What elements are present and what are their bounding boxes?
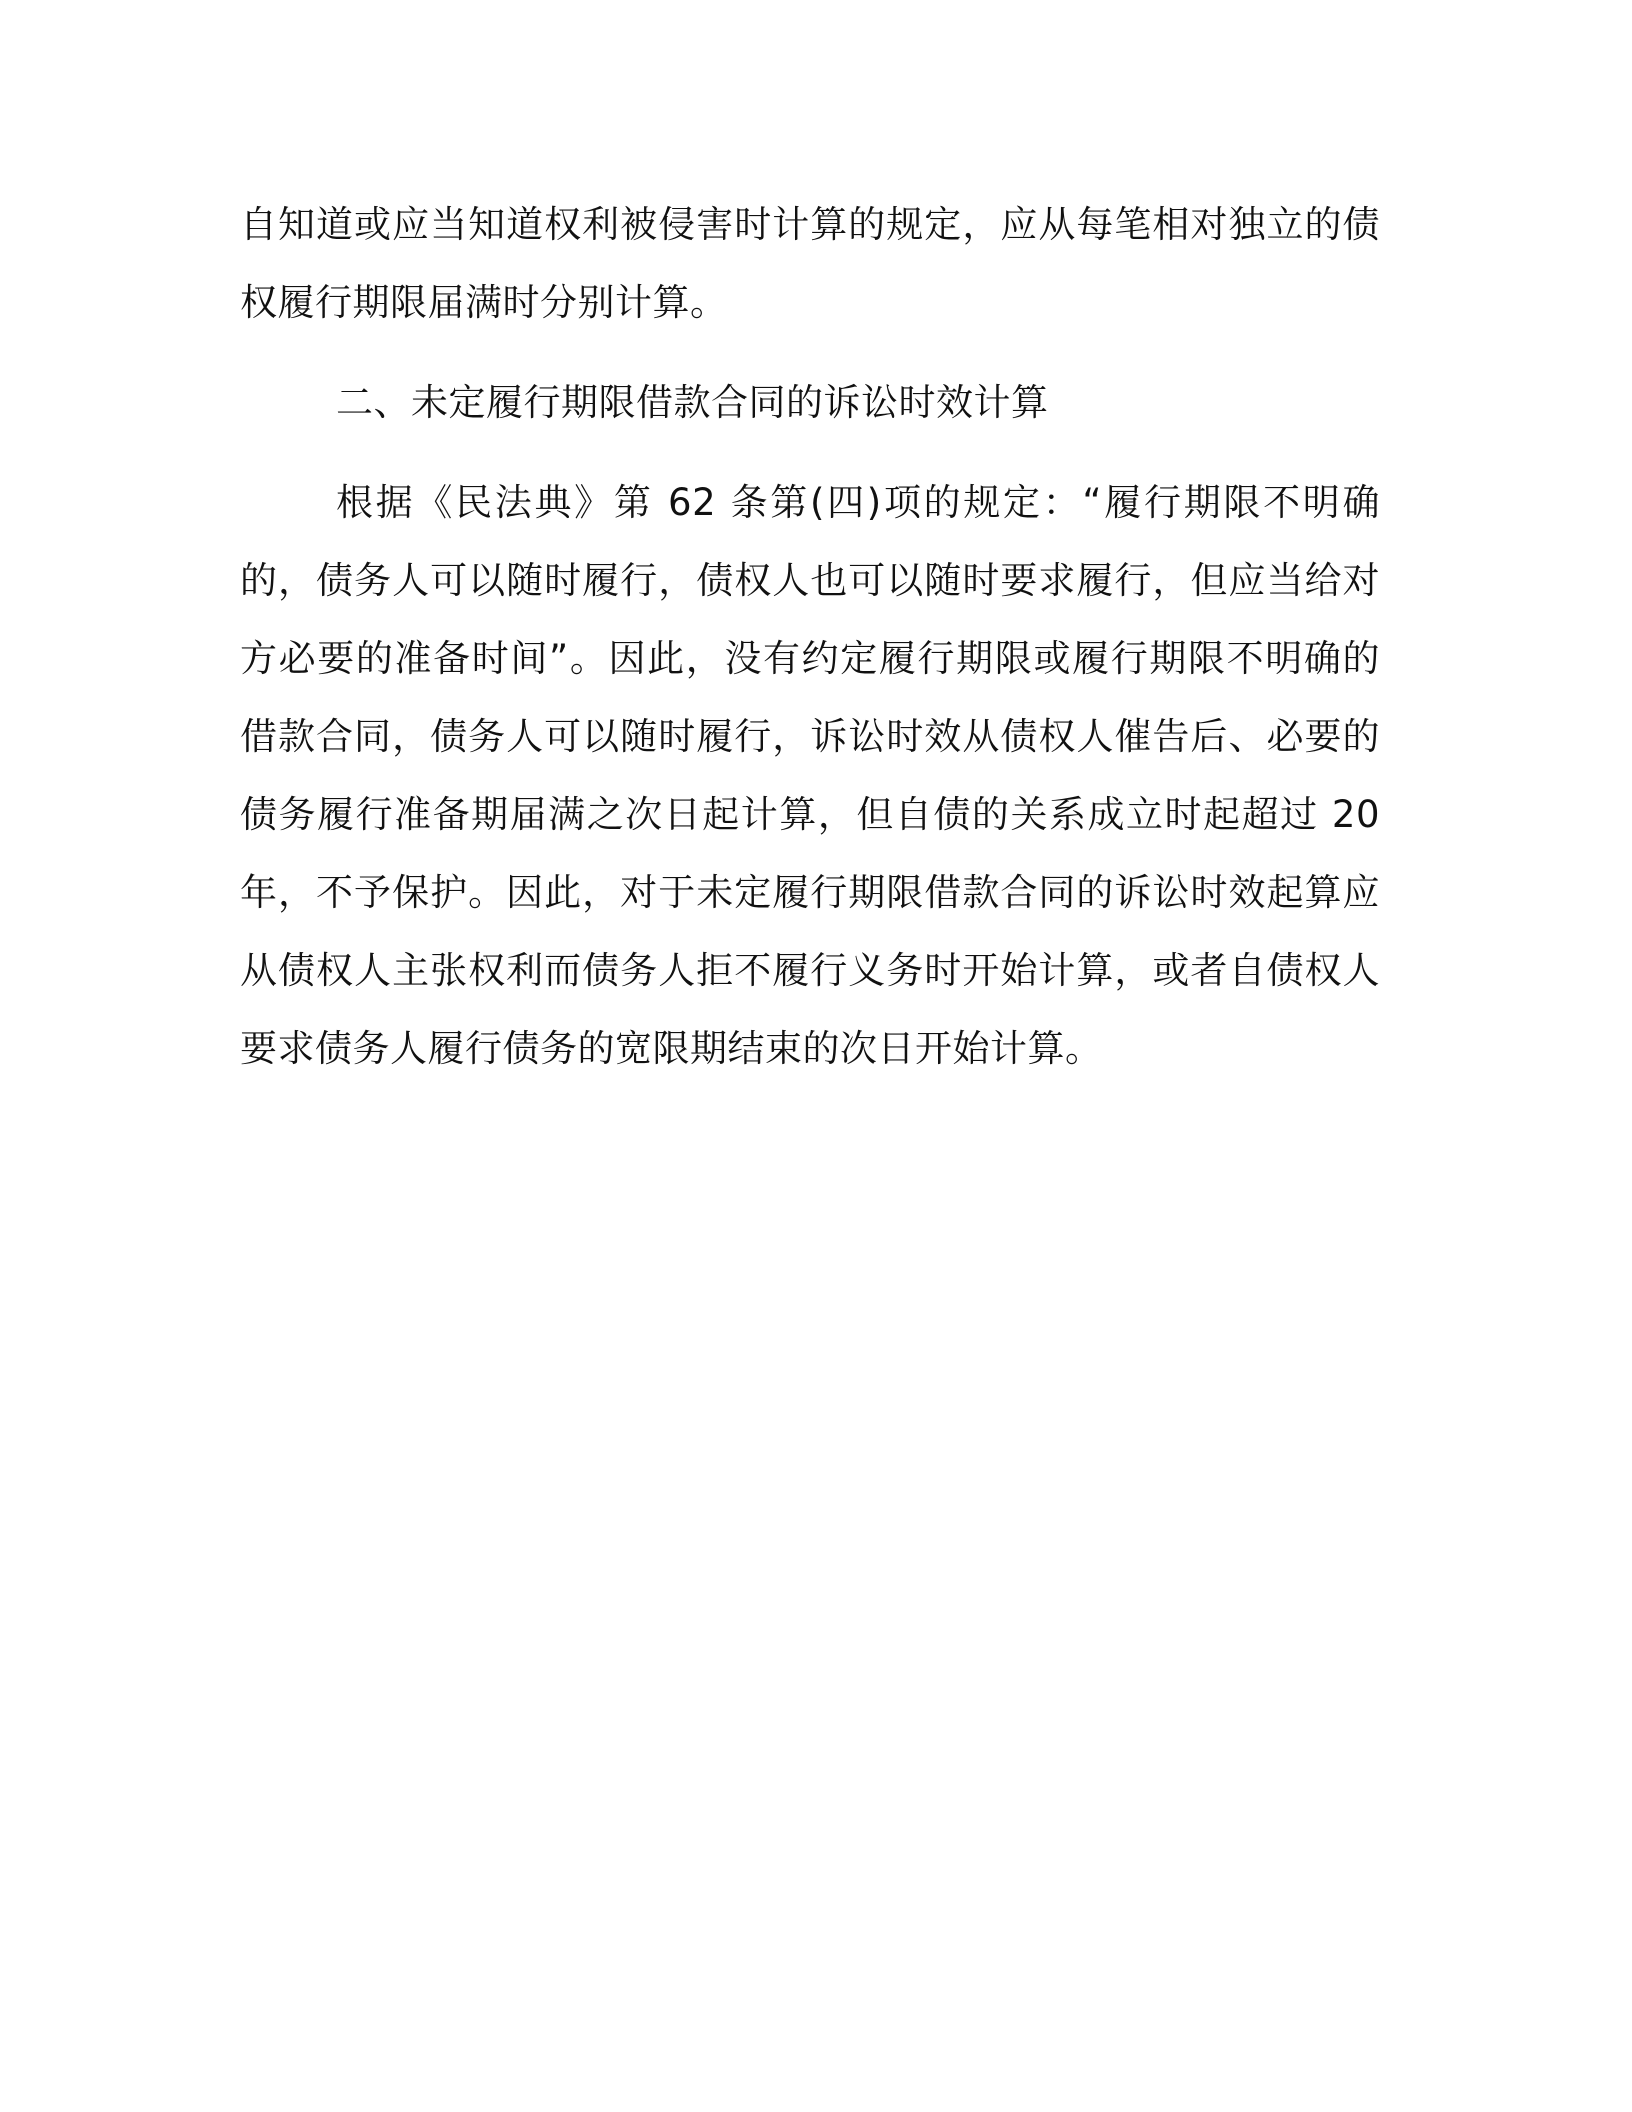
document-body	[240, 186, 1380, 1088]
continuation-paragraph: 自知道或应当知道权利被侵害时计算的规定，应从每笔相对独立的债权履行期限届满时分别计算。	[240, 203, 1380, 324]
body-paragraph: 根据《民法典》第 62 条第(四)项的规定：“履行期限不明确的，债务人可以随时履行，债权人也可以随时要求履行，但应当给对方必要的准备时间”。因此，没有约定履行期限或履行期限不明确的借款合同，债务人可以随时履行，诉讼时效从债权人催告后、必要的债务履行准备期届满之次日起计算，但自债的关系成立时起超过 20 年，不予保护。因此，对于未定履行期限借款合同的诉讼时效起算应从债权人主张权利而债务人拒不履行义务时开始计算，或者自债权人要求债务人履行债务的宽限期结束的次日开始计算。	[240, 481, 1380, 1070]
section-heading: 二、未定履行期限借款合同的诉讼时效计算	[336, 381, 1049, 424]
